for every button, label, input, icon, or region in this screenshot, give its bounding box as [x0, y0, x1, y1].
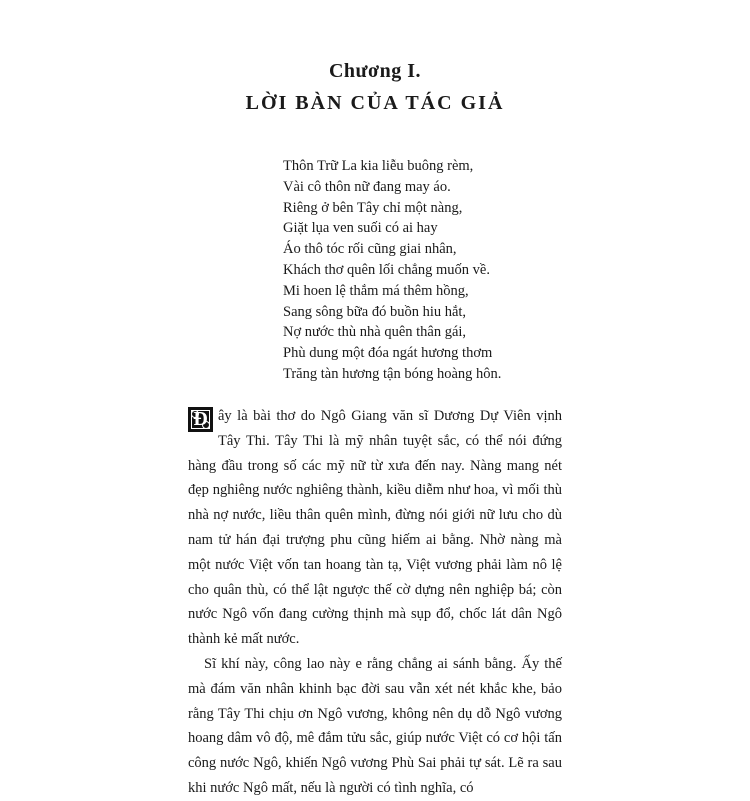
paragraph-2: Sĩ khí này, công lao này e rằng chẳng ai sánh bằng. Ấy thế mà đám văn nhân khinh bạc đời sau vẫn xét nét khắc khe, bảo rằng Tây Thi chịu ơn Ngô vương, không nên dụ dỗ Ngô vương hoang dâm vô độ, mê đắm tửu sắc, giúp nước Việt có cơ hội tấn công nước Ngô, khiến Ngô vương Phù Sai phải tự sát. Lẽ ra sau khi nước Ngô mất, nếu là người có tình nghĩa, có — [188, 655, 562, 796]
poem-line: Sang sông bữa đó buồn hiu hắt, — [283, 303, 467, 320]
poem-line: Phù dung một đóa ngát hương thơm — [283, 345, 493, 362]
prose-body — [188, 404, 562, 801]
dropcap-letter: Đ — [188, 407, 213, 432]
poem-line: Trăng tàn hương tận bóng hoàng hôn. — [283, 365, 502, 382]
poem-line: Vài cô thôn nữ đang may áo. — [283, 178, 451, 195]
paragraph-1 — [188, 404, 562, 652]
poem-line: Mi hoen lệ thắm má thêm hồng, — [283, 282, 469, 299]
poem-line: Áo thô tóc rối cũng giai nhân, — [283, 241, 457, 258]
poem — [283, 156, 583, 385]
poem-line: Khách thơ quên lối chẳng muốn về. — [283, 261, 490, 278]
poem-line: Nợ nước thù nhà quên thân gái, — [283, 324, 467, 341]
poem-line: Giặt lụa ven suối có ai hay — [283, 220, 438, 237]
chapter-number: Chương I. — [328, 60, 422, 82]
chapter-title: LỜI BÀN CỦA TÁC GIẢ — [245, 92, 505, 114]
poem-line: Thôn Trữ La kia liễu buông rèm, — [283, 158, 474, 174]
poem-line: Riêng ở bên Tây chỉ một nàng, — [283, 199, 463, 216]
paragraph-1-text: ây là bài thơ do Ngô Giang văn sĩ Dương Dự Viên vịnh Tây Thi. Tây Thi là mỹ nhân tuyệt sắc, có thể nói đứng hàng đầu trong số các mỹ nữ từ xưa đến nay. Nàng mang nét đẹp nghiêng nước nghiêng thành, kiều diễm như hoa, vì mối thù nhà nợ nước, liều thân quên mình, đừng nói giới nữ lưu cho dù nam tử hán đại trượng phu cũng hiếm ai bằng. Nhờ nàng mà một nước Việt vốn tan hoang tàn tạ, Việt vương phải làm nô lệ cho quân thù, có thể lật ngược thế cờ dựng nên nghiệp bá; còn nước Ngô vốn đang cường thịnh mà sụp đổ, chốc lát dân Ngô thành kẻ mất nước. — [188, 408, 562, 648]
